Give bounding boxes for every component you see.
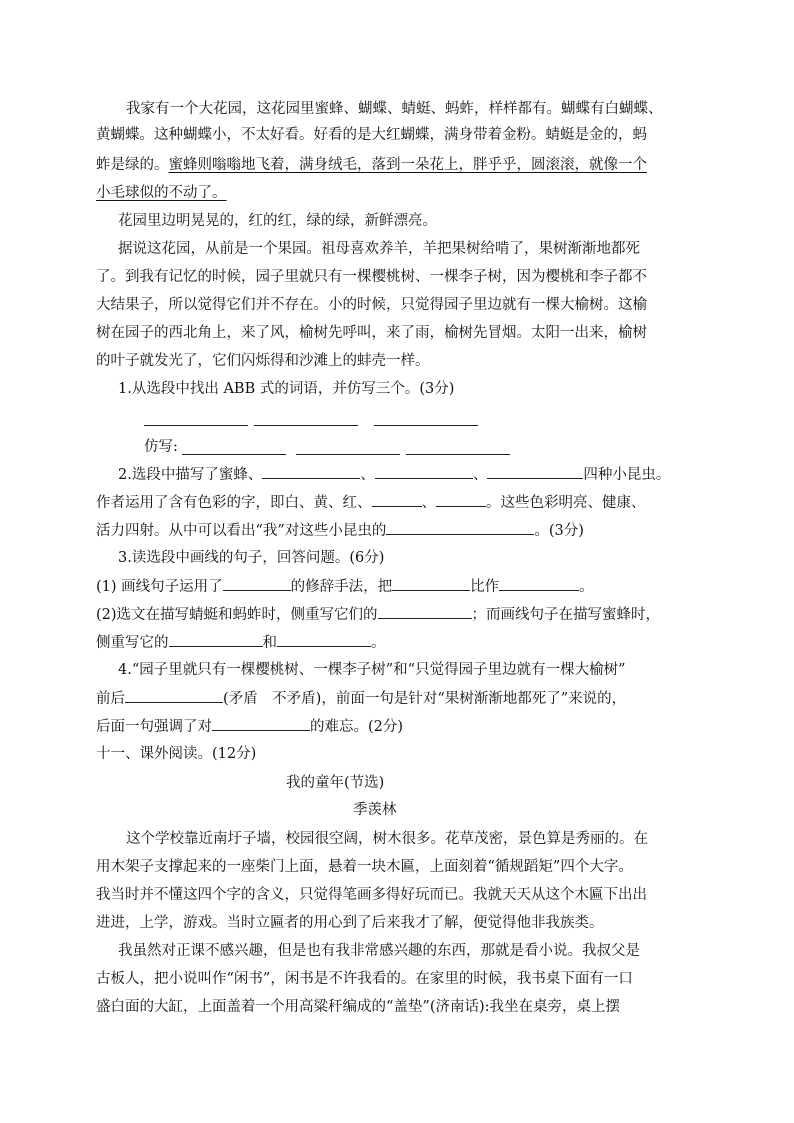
q3-text: 的修辞手法，把 — [290, 579, 393, 595]
reading-line-4: 进进，上学，游戏。当时立匾者的用心到了后来我才了解，便觉得他非我族类。 — [96, 915, 604, 931]
answer-blank[interactable] — [254, 425, 358, 426]
answer-blank[interactable] — [374, 425, 478, 426]
answer-blank[interactable] — [212, 716, 310, 731]
question-4-line-2 — [96, 688, 626, 708]
imitate-label: 仿写: — [144, 439, 178, 455]
q3-text: 比作 — [470, 579, 500, 595]
q4-text: (矛盾 不矛盾)，前面一句是针对“果树渐渐地都死了”来说的， — [223, 691, 627, 707]
reading-line-6: 古板人，把小说叫作“闲书”，闲书是不许我看的。在家里的时候，我书桌下面有一口 — [96, 971, 633, 987]
question-2-line-3 — [96, 520, 584, 540]
reading-line-5: 我虽然对正课不感兴趣，但是也有我非常感兴趣的东西，那就是看小说。我叔父是 — [118, 943, 640, 959]
passage-line-2: 黄蝴蝶。这种蝴蝶小，不太好看。好看的是大红蝴蝶，满身带着金粉。蜻蜓是金的，蚂 — [96, 127, 647, 143]
answer-blank[interactable] — [378, 604, 472, 619]
answer-blank[interactable] — [487, 464, 583, 479]
underlined-sentence-part-2: 小毛球似的不动了。 — [96, 185, 227, 201]
q3-text: 。 — [371, 635, 386, 651]
answer-blank[interactable] — [499, 576, 579, 591]
q4-text: 的难忘。(2分) — [310, 719, 404, 735]
q2-text-c: 作者运用了含有色彩的字，即白、黄、红、 — [96, 495, 372, 511]
answer-blank[interactable] — [277, 632, 371, 647]
reading-line-1: 这个学校靠近南圩子墙，校园很空阔，树木很多。花草茂密，景色算是秀丽的。在 — [126, 831, 648, 847]
passage-line-4 — [96, 183, 227, 203]
reading-line-7: 盛白面的大缸，上面盖着一个用高粱秆编成的“盖垫”(济南话):我坐在桌旁，桌上摆 — [96, 999, 621, 1015]
passage-line-6: 据说这花园，从前是一个果园。祖母喜欢养羊，羊把果树给啃了，果树渐渐地都死 — [118, 241, 640, 257]
q2-sep: 、 — [421, 495, 436, 511]
answer-blank[interactable] — [436, 492, 486, 507]
q3-text: 和 — [262, 635, 277, 651]
question-3-part-1 — [96, 576, 594, 596]
question-3-part-2 — [96, 604, 660, 624]
answer-blank[interactable] — [296, 454, 400, 455]
answer-blank[interactable] — [386, 520, 534, 535]
q2-text-f: 。(3分) — [534, 523, 584, 539]
reading-line-3: 我当时并不懂这四个字的含义，只觉得笔画多得好玩而已。我就天天从这个木匾下出出 — [96, 887, 647, 903]
q2-text-b: 四种小昆虫。 — [583, 467, 671, 483]
q2-sep: 、 — [472, 467, 488, 483]
section-heading: 十一、课外阅读。(12分) — [96, 746, 257, 762]
q2-text-e: 活力四射。从中可以看出“我”对这些小昆虫的 — [96, 523, 387, 539]
passage-line-5: 花园里边明晃晃的，红的红，绿的绿，新鲜漂亮。 — [118, 213, 437, 229]
reading-author: 季羡林 — [353, 802, 397, 818]
q3-text: 侧重写它的 — [96, 635, 169, 651]
answer-blank[interactable] — [392, 576, 470, 591]
question-4-line-3 — [96, 716, 403, 736]
q3-text: 。 — [579, 579, 594, 595]
question-1: 1.从选段中找出 ABB 式的词语，并仿写三个。(3分) — [118, 381, 455, 397]
answer-blank[interactable] — [223, 576, 291, 591]
question-4-line-1: 4.“园子里就只有一棵樱桃树、一棵李子树”和“只觉得园子里边就有一棵大榆树” — [118, 662, 626, 678]
passage-line-9: 树在园子的西北角上，来了风，榆树先呼叫，来了雨，榆树先冒烟。太阳一出来，榆树 — [96, 325, 647, 341]
question-3-title: 3.读选段中画线的句子，回答问题。(6分) — [118, 550, 385, 566]
question-3-part-3 — [96, 632, 386, 652]
q2-text-a: 2.选段中描写了蜜蜂、 — [118, 467, 263, 483]
answer-blank[interactable] — [144, 425, 248, 426]
reading-title: 我的童年(节选) — [286, 775, 385, 791]
underlined-sentence-part-1: 蜜蜂则嗡嗡地飞着，满身绒毛，落到一朵花上，胖乎乎，圆滚滚，就像一个 — [168, 157, 647, 173]
q3-text: (2)选文在描写蜻蜓和蚂蚱时，侧重写它们的 — [96, 607, 378, 623]
answer-blank[interactable] — [169, 632, 263, 647]
answer-blank[interactable] — [262, 464, 360, 479]
answer-blank[interactable] — [125, 688, 223, 703]
passage-line-7: 了。到我有记忆的时候，园子里就只有一棵樱桃树、一棵李子树，因为樱桃和李子都不 — [96, 269, 647, 285]
passage-line-3 — [96, 155, 647, 175]
q4-text: 后面一句强调了对 — [96, 719, 212, 735]
question-2-line-2 — [96, 492, 646, 512]
passage-line-8: 大结果子，所以觉得它们并不存在。小的时候，只觉得园子里边就有一棵大榆树。这榆 — [96, 297, 647, 313]
reading-line-2: 用木架子支撑起来的一座柴门上面，悬着一块木匾，上面刻着“循规蹈矩”四个大字。 — [96, 859, 633, 875]
answer-blank[interactable] — [406, 454, 510, 455]
answer-blank[interactable] — [372, 492, 422, 507]
answer-blank[interactable] — [182, 454, 286, 455]
q2-text-d: 。这些色彩明亮、健康、 — [486, 495, 646, 511]
answer-blank[interactable] — [375, 464, 473, 479]
passage-line-1: 我家有一个大花园，这花园里蜜蜂、蝴蝶、蜻蜓、蚂蚱，样样都有。蝴蝶有白蝴蝶、 — [126, 101, 663, 117]
passage-line-10: 的叶子就发光了，它们闪烁得和沙滩上的蚌壳一样。 — [96, 353, 430, 369]
q2-sep: 、 — [360, 467, 375, 483]
q4-text: 前后 — [96, 691, 125, 707]
q3-text: ；而画线句子在描写蜜蜂时， — [471, 607, 661, 623]
q3-text: (1) 画线句子运用了 — [96, 579, 223, 595]
passage-line-3-text: 蚱是绿的。 — [96, 157, 169, 173]
question-2-line-1 — [118, 464, 670, 484]
